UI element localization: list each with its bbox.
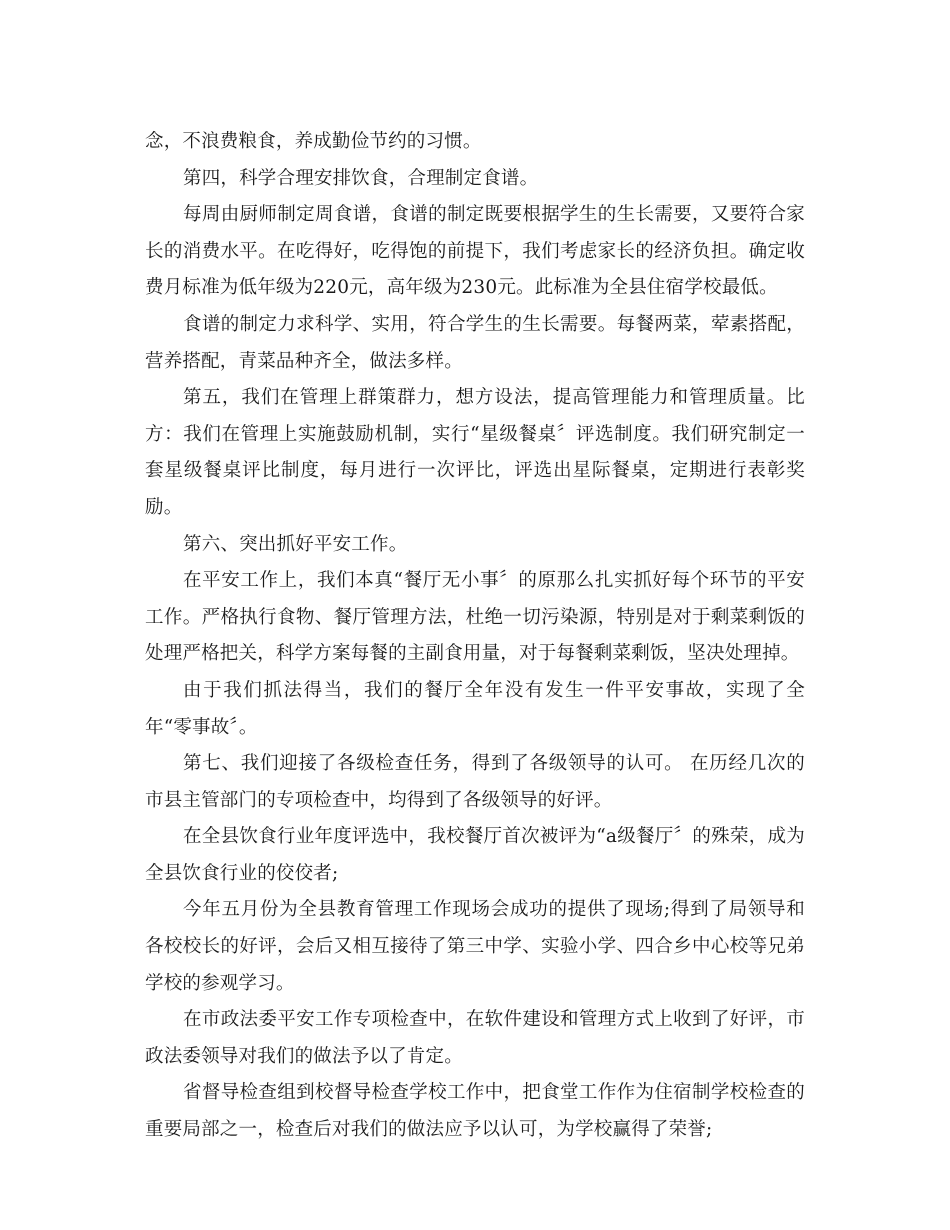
paragraph-continuation: 念，不浪费粮食，养成勤俭节约的习惯。 bbox=[145, 131, 482, 152]
document-body bbox=[145, 124, 805, 1149]
paragraph-heading-sixth: 第六、突出抓好平安工作。 bbox=[183, 533, 408, 555]
paragraph: 由于我们抓法得当，我们的餐厅全年没有发生一件平安事故，实现了全年“零事故〞。 bbox=[145, 679, 805, 738]
paragraph: 每周由厨师制定周食谱，食谱的制定既要根据学生的生长需要，又要符合家长的消费水平。在吃得好，吃得饱的前提下，我们考虑家长的经济负担。确定收费月标准为低年级为220元，高年级为230元。此标准为全县住宿学校最低。 bbox=[145, 204, 805, 299]
paragraph: 今年五月份为全县教育管理工作现场会成功的提供了现场;得到了局领导和各校校长的好评，会后又相互接待了第三中学、实验小学、四合乡中心校等兄弟学校的参观学习。 bbox=[145, 899, 805, 994]
paragraph: 在市政法委平安工作专项检查中，在软件建设和管理方式上收到了好评，市政法委领导对我们的做法予以了肯定。 bbox=[145, 1009, 805, 1067]
paragraph: 食谱的制定力求科学、实用，符合学生的生长需要。每餐两菜，荤素搭配，营养搭配，青菜品种齐全，做法多样。 bbox=[145, 313, 805, 372]
paragraph-heading-fifth: 第五，我们在管理上群策群力，想方设法，提高管理能力和管理质量。比方：我们在管理上实施鼓励机制，实行“星级餐桌〞评选制度。我们研究制定一套星级餐桌评比制度，每月进行一次评比，评选出星际餐桌，定期进行表彰奖励。 bbox=[145, 387, 805, 518]
paragraph: 在全县饮食行业年度评选中，我校餐厅首次被评为“a级餐厅〞的殊荣，成为全县饮食行业的佼佼者; bbox=[145, 826, 805, 884]
paragraph-heading-fourth: 第四，科学合理安排饮食，合理制定食谱。 bbox=[183, 167, 539, 189]
paragraph: 在平安工作上，我们本真“餐厅无小事〞的原那么扎实抓好每个环节的平安工作。严格执行食物、餐厅管理方法，杜绝一切污染源，特别是对于剩菜剩饭的处理严格把关，科学方案每餐的主副食用量，对于每餐剩菜剩饭，坚决处理掉。 bbox=[145, 570, 805, 665]
paragraph-heading-seventh: 第七、我们迎接了各级检查任务，得到了各级领导的认可。 在历经几次的市县主管部门的专项检查中，均得到了各级领导的好评。 bbox=[145, 753, 805, 811]
paragraph: 省督导检查组到校督导检查学校工作中，把食堂工作作为住宿制学校检查的重要局部之一，检查后对我们的做法应予以认可，为学校赢得了荣誉; bbox=[145, 1082, 805, 1141]
